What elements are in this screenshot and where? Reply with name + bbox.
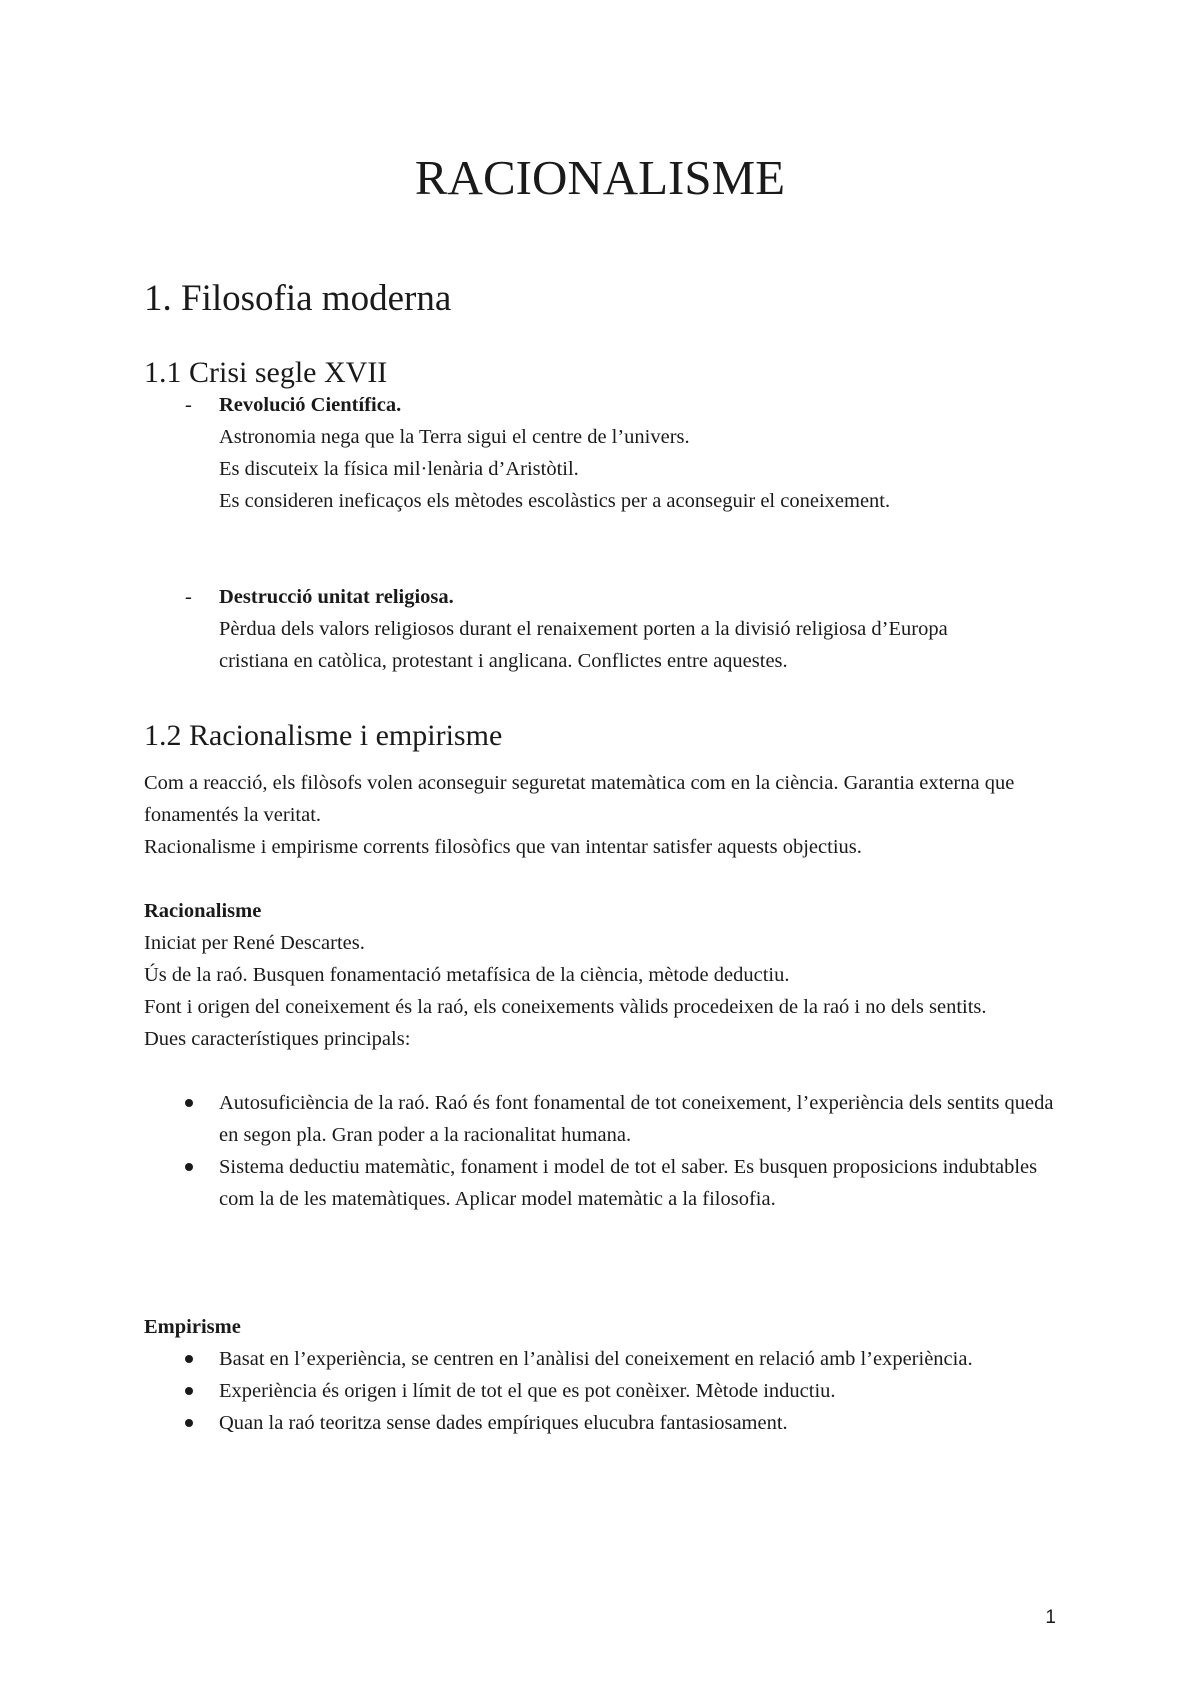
- racionalisme-bullets: [185, 1087, 1065, 1215]
- racionalisme-line: Ús de la raó. Busquen fonamentació metafísica de la ciència, mètode deductiu.: [144, 964, 790, 986]
- list-item-destruccio-unitat: [185, 581, 1085, 677]
- racionalisme-block: [144, 895, 1074, 1055]
- document-title: RACIONALISME: [414, 150, 786, 205]
- dash-marker: -: [185, 586, 192, 608]
- bullet-text: Autosuficiència de la raó. Raó és font fonamental de tot coneixement, l’experiència dels sentits queda en segon pla. Gran poder a la racionalitat humana.: [219, 1092, 1054, 1146]
- racionalisme-line: Iniciat per René Descartes.: [144, 932, 365, 954]
- list-item-line: Es consideren ineficaços els mètodes escolàstics per a aconseguir el coneixement.: [219, 490, 891, 512]
- bullet-item: [185, 1087, 1065, 1151]
- racionalisme-heading: Racionalisme: [144, 900, 262, 922]
- bullet-item: [185, 1151, 1065, 1215]
- subsection-heading-racionalisme-empirisme: 1.2 Racionalisme i empirisme: [144, 719, 503, 752]
- bullet-icon: [185, 1163, 193, 1171]
- subsection-heading-crisi: 1.1 Crisi segle XVII: [144, 356, 388, 389]
- list-item-line: Es discuteix la física mil·lenària d’Aristòtil.: [219, 458, 579, 480]
- bullet-icon: [185, 1355, 193, 1363]
- bullet-item: [185, 1375, 1065, 1407]
- empirisme-bullets: [185, 1343, 1065, 1439]
- empirisme-heading: Empirisme: [144, 1316, 241, 1338]
- bullet-icon: [185, 1419, 193, 1427]
- bullet-text: Quan la raó teoritza sense dades empíriques elucubra fantasiosament.: [219, 1412, 788, 1434]
- list-item-title: Revolució Científica.: [219, 394, 402, 416]
- bullet-item: [185, 1343, 1065, 1375]
- bullet-icon: [185, 1099, 193, 1107]
- bullet-text: Experiència és origen i límit de tot el que es pot conèixer. Mètode inductiu.: [219, 1380, 836, 1402]
- intro-line: Racionalisme i empirisme corrents filosòfics que van intentar satisfer aquests objectius.: [144, 836, 862, 858]
- page-number: 1: [1045, 1607, 1056, 1628]
- racionalisme-line: Dues característiques principals:: [144, 1028, 411, 1050]
- bullet-text: Basat en l’experiència, se centren en l’anàlisi del coneixement en relació amb l’experiència.: [219, 1348, 973, 1370]
- list-item-line: Pèrdua dels valors religiosos durant el renaixement porten a la divisió religiosa d’Europa cristiana en catòlica, protestant i anglicana. Conflictes entre aquestes.: [219, 618, 948, 672]
- dash-marker: -: [185, 394, 192, 416]
- section-heading-filosofia-moderna: 1. Filosofia moderna: [144, 278, 452, 319]
- list-item-title: Destrucció unitat religiosa.: [219, 586, 454, 608]
- bullet-item: [185, 1407, 1065, 1439]
- bullet-text: Sistema deductiu matemàtic, fonament i model de tot el saber. Es busquen proposicions indubtables com la de les matemàtiques. Aplicar model matemàtic a la filosofia.: [219, 1156, 1038, 1210]
- empirisme-block: [144, 1311, 1074, 1343]
- bullet-icon: [185, 1387, 193, 1395]
- intro-line: Com a reacció, els filòsofs volen aconseguir seguretat matemàtica com en la ciència. Garantia externa que fonamentés la veritat.: [144, 772, 1015, 826]
- intro-paragraph: [144, 767, 1074, 863]
- list-item-revolucio-cientifica: [185, 389, 1085, 517]
- list-item-line: Astronomia nega que la Terra sigui el centre de l’univers.: [219, 426, 690, 448]
- racionalisme-line: Font i origen del coneixement és la raó, els coneixements vàlids procedeixen de la raó i no dels sentits.: [144, 996, 987, 1018]
